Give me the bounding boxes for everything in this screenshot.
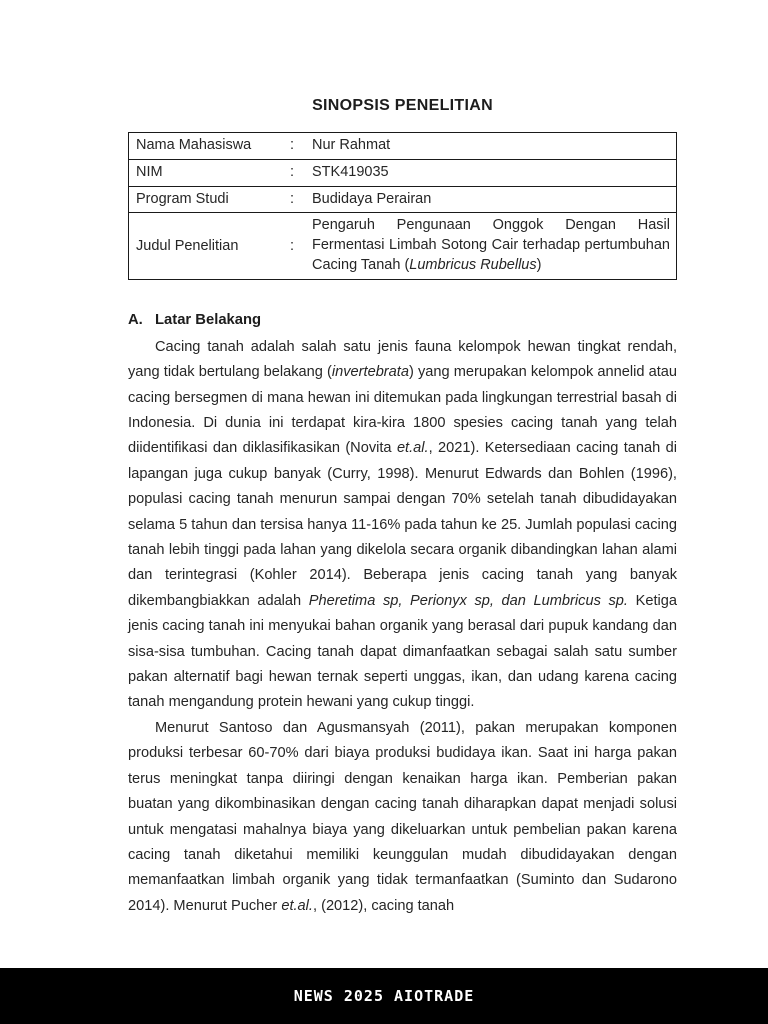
info-row-label: NIM — [129, 159, 291, 186]
info-table-body — [129, 133, 677, 280]
text-segment: ) — [536, 256, 542, 273]
document-title: SINOPSIS PENELITIAN — [312, 97, 493, 114]
info-row-label: Judul Penelitian — [129, 213, 291, 279]
text-segment: et.al. — [281, 897, 313, 914]
info-row-value — [306, 159, 677, 186]
text-segment: Ketiga jenis cacing tanah ini menyukai bahan organik yang berasal dari pupuk kandang dan sisa-sisa tumbuhan. Cacing tanah dapat dimanfaatkan sebagai salah satu sumber pakan alternatif bagi hewan ternak seperti unggas, ikan, dan udang karena cacing tanah mengandung protein hewani yang cukup tinggi. — [128, 592, 677, 711]
info-row-separator: : — [290, 159, 306, 186]
info-row-value — [306, 133, 677, 160]
text-segment: , (2012), cacing tanah — [312, 897, 455, 914]
text-segment: Budidaya Perairan — [312, 190, 432, 207]
body-paragraph — [128, 335, 677, 716]
info-row-label: Program Studi — [129, 186, 291, 213]
text-segment: Menurut Santoso dan Agusmansyah (2011), pakan merupakan komponen produksi terbesar 60-70% dari biaya produksi budidaya ikan. Saat ini harga pakan terus meningkat tanpa diiringi dengan kenaikan harga ikan. Pemberian pakan buatan yang dikombinasikan dengan cacing tanah diharapkan dapat menjadi solusi untuk mengatasi mahalnya biaya yang dikeluarkan untuk pembelian pakan karena cacing tanah diketahui memiliki keunggulan mudah dibudidayakan dengan memanfaatkan limbah organik yang tidak termanfaatkan (Suminto dan Sudarono 2014). Menurut Pucher — [128, 719, 677, 914]
info-row-separator: : — [290, 186, 306, 213]
text-segment: et.al. — [396, 440, 429, 457]
info-table-row — [129, 186, 677, 213]
text-segment: , 2021). Ketersediaan cacing tanah di lapangan juga cukup banyak (Curry, 1998). Menurut Edwards dan Bohlen (1996), populasi cacing tanah menurun sampai dengan 70% setelah tanah dibudidayakan selama 5 tahun dan tersisa hanya 11-16% pada tahun ke 25. Jumlah populasi cacing tanah lebih tinggi pada lahan yang dikelola secara organik dibandingkan lahan alami dan terintegrasi (Kohler 2014). Beberapa jenis cacing tanah yang banyak dikembangbiakkan adalah — [128, 440, 677, 609]
section-title: Latar Belakang — [155, 311, 262, 328]
footer-watermark-bar — [0, 968, 768, 1024]
info-row-label: Nama Mahasiswa — [136, 137, 252, 154]
footer-watermark-text: NEWS 2025 AIOTRADE — [293, 987, 475, 1005]
section-heading — [128, 310, 677, 330]
info-row-value — [306, 213, 677, 279]
text-segment: Pheretima sp, Perionyx sp, dan Lumbricus sp. — [308, 592, 628, 609]
info-row-value — [306, 186, 677, 213]
body-paragraph — [128, 716, 677, 919]
section-label: A. — [128, 311, 143, 328]
text-segment: Pengaruh Pengunaan Onggok Dengan Hasil Fermentasi Limbah Sotong Cair terhadap pertumbuhan Cacing Tanah ( — [312, 217, 670, 273]
text-segment: Lumbricus Rubellus — [409, 256, 537, 273]
section-paragraphs — [128, 335, 677, 919]
info-table-row — [129, 133, 677, 160]
info-row-separator: : — [290, 213, 306, 279]
info-table-row — [129, 159, 677, 186]
info-row-separator: : — [290, 137, 295, 154]
text-segment: Nur Rahmat — [312, 137, 391, 153]
text-segment: invertebrata — [331, 364, 409, 381]
info-table — [128, 132, 677, 280]
document-page — [128, 97, 677, 919]
text-segment: Cacing tanah adalah salah satu jenis fauna kelompok hewan tingkat rendah, yang tidak bertulang belakang ( — [128, 338, 677, 381]
text-segment: ) yang merupakan kelompok annelid atau cacing bersegmen di mana hewan ini ditemukan pada lingkungan terrestrial basah di Indonesia. Di dunia ini terdapat kira-kira 1800 spesies cacing tanah yang telah diidentifikasi dan diklasifikasikan (Novita — [128, 364, 677, 457]
text-segment: STK419035 — [312, 163, 389, 180]
info-table-row — [129, 213, 677, 279]
